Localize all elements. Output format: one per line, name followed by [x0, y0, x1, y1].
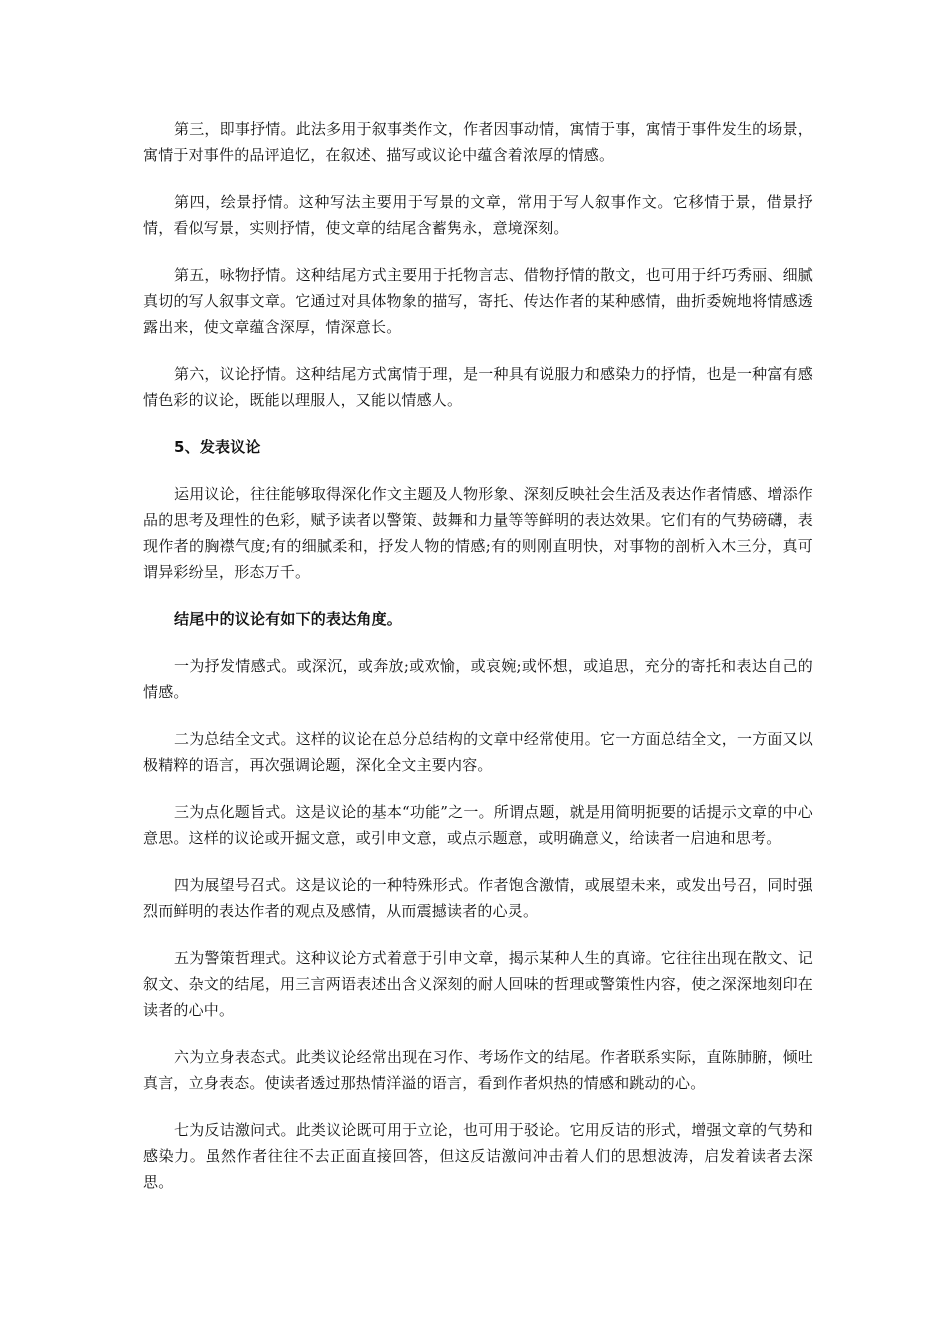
paragraph-yunyong-yilun: 运用议论，往往能够取得深化作文主题及人物形象、深刻反映社会生活及表达作者情感、增添作品的思考及理性的色彩，赋予读者以警策、鼓舞和力量等等鲜明的表达效果。它们有的气势磅礴，表现作者的胸襟气度;有的细腻柔和，抒发人物的情感;有的则刚直明快，对事物的剖析入木三分，真可谓异彩纷呈，形态万千。	[143, 485, 813, 581]
paragraph-jingce-zheli: 五为警策哲理式。这种议论方式着意于引申文章，揭示某种人生的真谛。它往往出现在散文、记叙文、杂文的结尾，用三言两语表述出含义深刻的耐人回味的哲理或警策性内容，使之深深地刻印在读者的心中。	[143, 949, 813, 1019]
paragraph-yilun-shuqing: 第六，议论抒情。这种结尾方式寓情于理，是一种具有说服力和感染力的抒情，也是一种富有感情色彩的议论，既能以理服人，又能以情感人。	[143, 365, 813, 409]
paragraph-wu-shu-qing: 第五，咏物抒情。这种结尾方式主要用于托物言志、借物抒情的散文，也可用于纤巧秀丽、细腻真切的写人叙事文章。它通过对具体物象的描写，寄托、传达作者的某种感情，曲折委婉地将情感透露出来，使文章蕴含深厚，情深意长。	[143, 266, 813, 336]
paragraph-dianhua-tizhi: 三为点化题旨式。这是议论的基本“功能”之一。所谓点题，就是用简明扼要的话提示文章的中心意思。这样的议论或开掘文意，或引申文意，或点示题意，或明确意义，给读者一启迪和思考。	[143, 803, 813, 847]
paragraph-shi-shu-qing: 第三，即事抒情。此法多用于叙事类作文，作者因事动情，寓情于事，寓情于事件发生的场景，寓情于对事件的品评追忆，在叙述、描写或议论中蕴含着浓厚的情感。	[143, 120, 813, 164]
section-heading-fabiao-yilun: 5、发表议论	[174, 438, 261, 456]
subheading-biaoda-jiaodu: 结尾中的议论有如下的表达角度。	[174, 610, 403, 628]
paragraph-lishen-biaotai: 六为立身表态式。此类议论经常出现在习作、考场作文的结尾。作者联系实际，直陈肺腑，倾吐真言，立身表态。使读者透过那热情洋溢的语言，看到作者炽热的情感和跳动的心。	[143, 1048, 813, 1092]
paragraph-shufa-qinggan: 一为抒发情感式。或深沉，或奔放;或欢愉，或哀婉;或怀想，或追思，充分的寄托和表达自己的情感。	[143, 657, 813, 701]
paragraph-zongjie-quanwen: 二为总结全文式。这样的议论在总分总结构的文章中经常使用。它一方面总结全文，一方面又以极精粹的语言，再次强调论题，深化全文主要内容。	[143, 730, 813, 774]
paragraph-fanjie-jiwen: 七为反诘激问式。此类议论既可用于立论，也可用于驳论。它用反诘的形式，增强文章的气势和感染力。虽然作者往往不去正面直接回答，但这反诘激问冲击着人们的思想波涛，启发着读者去深思。	[143, 1121, 813, 1191]
paragraph-jing-shu-qing: 第四，绘景抒情。这种写法主要用于写景的文章，常用于写人叙事作文。它移情于景，借景抒情，看似写景，实则抒情，使文章的结尾含蓄隽永，意境深刻。	[143, 193, 813, 237]
paragraph-zhanwang-haozhao: 四为展望号召式。这是议论的一种特殊形式。作者饱含激情，或展望未来，或发出号召，同时强烈而鲜明的表达作者的观点及感情，从而震撼读者的心灵。	[143, 876, 813, 920]
document-body	[143, 116, 813, 1216]
